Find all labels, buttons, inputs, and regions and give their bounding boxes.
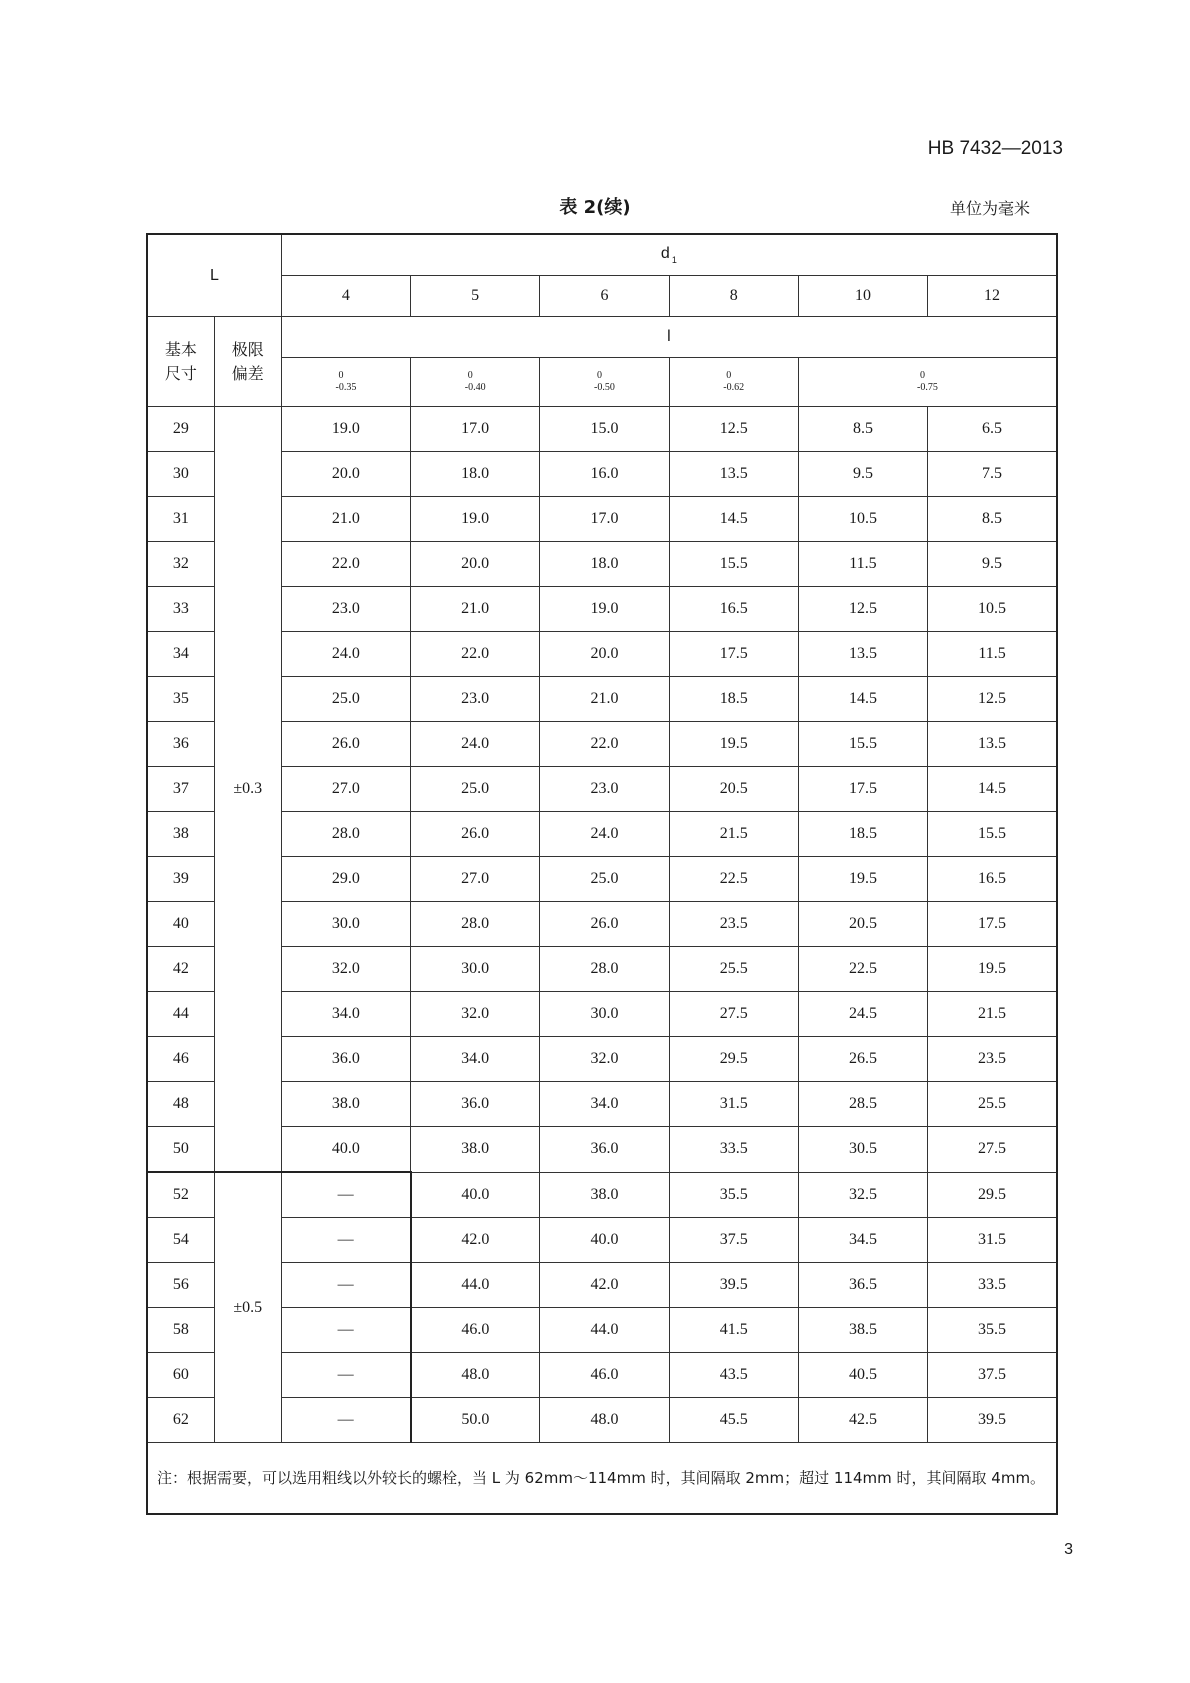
l-value-cell: 31.5 [669,1082,798,1127]
d-value-header: 8 [669,276,798,317]
l-value-cell: 40.0 [281,1127,410,1173]
l-value-cell: 21.0 [540,677,669,722]
l-value-cell: 26.0 [281,722,410,767]
tolerance-cell [669,358,798,407]
L-value-cell: 31 [147,497,214,542]
L-value-cell: 60 [147,1353,214,1398]
table-row [147,1082,1057,1127]
l-value-cell: 38.0 [540,1172,669,1218]
l-value-cell: 38.0 [411,1127,540,1173]
l-value-cell: 30.0 [281,902,410,947]
l-value-cell: 25.0 [411,767,540,812]
l-value-cell: 35.5 [669,1172,798,1218]
l-value-cell: 19.0 [411,497,540,542]
L-value-cell: 30 [147,452,214,497]
table-row [147,497,1057,542]
tolerance-lower: -0.50 [594,381,615,393]
l-value-cell: 32.0 [281,947,410,992]
l-value-cell: 20.0 [281,452,410,497]
l-value-cell: 16.5 [669,587,798,632]
table-row [147,1172,1057,1218]
limit-deviation-cell: ±0.3 [214,407,281,1173]
l-value-cell: 6.5 [928,407,1057,452]
l-value-cell: 22.5 [669,857,798,902]
tolerance-cell [411,358,540,407]
l-value-cell: 10.5 [928,587,1057,632]
l-value-cell: 23.0 [411,677,540,722]
l-value-cell: 48.0 [411,1353,540,1398]
l-value-cell: 16.0 [540,452,669,497]
tolerance-lower: -0.40 [464,381,486,393]
l-value-cell: 42.0 [411,1218,540,1263]
L-value-cell: 50 [147,1127,214,1173]
table-row [147,1218,1057,1263]
table-row [147,407,1057,452]
l-value-cell: 18.0 [540,542,669,587]
l-value-cell: 34.5 [798,1218,927,1263]
l-value-cell: 18.5 [798,812,927,857]
table-note [147,1443,1057,1515]
tolerance-lower: -0.62 [723,381,745,393]
L-value-cell: 39 [147,857,214,902]
table-row [147,542,1057,587]
table-row [147,452,1057,497]
L-value-cell: 29 [147,407,214,452]
l-value-cell: 27.0 [281,767,410,812]
l-value-cell: 26.5 [798,1037,927,1082]
table-row [147,767,1057,812]
standard-number: HB 7432—2013 [927,138,1063,159]
l-value-cell: 9.5 [928,542,1057,587]
tolerance-upper: 0 [726,369,732,381]
l-value-cell: 16.5 [928,857,1057,902]
l-value-cell: 17.0 [411,407,540,452]
table-title: 表 2(续) [559,197,631,218]
l-value-cell: 46.0 [540,1353,669,1398]
tolerance-upper: 0 [920,369,925,381]
l-value-cell: 27.0 [411,857,540,902]
d-value-header: 6 [540,276,669,317]
l-value-cell: 13.5 [798,632,927,677]
l-value-cell: 25.0 [540,857,669,902]
l-value-cell: 42.0 [540,1263,669,1308]
L-value-cell: 48 [147,1082,214,1127]
l-value-cell: 24.5 [798,992,927,1037]
l-value-cell: 24.0 [540,812,669,857]
L-value-cell: 33 [147,587,214,632]
header-d-subscript: 1 [671,254,677,265]
table-row [147,677,1057,722]
table-row [147,587,1057,632]
l-value-cell: 21.5 [928,992,1057,1037]
l-value-cell: 11.5 [798,542,927,587]
l-value-cell: 23.0 [540,767,669,812]
l-value-cell: 8.5 [928,497,1057,542]
table-row [147,1398,1057,1443]
L-value-cell: 56 [147,1263,214,1308]
l-value-cell: 32.5 [798,1172,927,1218]
l-value-cell: 17.5 [928,902,1057,947]
table-row [147,902,1057,947]
l-value-cell: 38.0 [281,1082,410,1127]
l-value-cell: 31.5 [928,1218,1057,1263]
L-value-cell: 44 [147,992,214,1037]
l-value-cell: 20.5 [798,902,927,947]
tolerance-row [147,358,1057,407]
l-value-cell: 27.5 [669,992,798,1037]
table-row [147,1127,1057,1173]
l-value-cell: 30.0 [411,947,540,992]
l-value-cell: 19.5 [928,947,1057,992]
l-value-cell: 20.5 [669,767,798,812]
l-value-cell: 15.5 [669,542,798,587]
l-value-cell: 36.0 [411,1082,540,1127]
l-value-cell: 12.5 [928,677,1057,722]
l-value-cell: 18.5 [669,677,798,722]
unit-label: 单位为毫米 [950,199,1031,218]
l-value-cell: 42.5 [798,1398,927,1443]
header-basic-line1: 基本 [164,339,197,359]
l-value-cell: 37.5 [928,1353,1057,1398]
l-value-cell: 12.5 [669,407,798,452]
tolerance-cell [798,358,1057,407]
l-value-cell: 30.0 [540,992,669,1037]
l-value-cell: 19.5 [669,722,798,767]
l-value-cell: 23.5 [928,1037,1057,1082]
l-value-cell: 23.0 [281,587,410,632]
l-value-cell: 26.0 [411,812,540,857]
L-value-cell: 54 [147,1218,214,1263]
l-value-cell: 23.5 [669,902,798,947]
l-value-cell: 15.0 [540,407,669,452]
l-value-cell: — [281,1308,410,1353]
L-value-cell: 40 [147,902,214,947]
l-value-cell: 8.5 [798,407,927,452]
L-value-cell: 52 [147,1172,214,1218]
L-value-cell: 35 [147,677,214,722]
l-value-cell: 26.0 [540,902,669,947]
l-value-cell: 29.0 [281,857,410,902]
table-note-text: 注：根据需要，可以选用粗线以外较长的螺栓，当 L 为 62mm～114mm 时，其间隔取 2mm；超过 114mm 时，其间隔取 4mm。 [157,1469,1046,1487]
l-value-cell: — [281,1398,410,1443]
tolerance-upper: 0 [467,369,473,381]
l-value-cell: 17.5 [669,632,798,677]
l-value-cell: — [281,1172,410,1218]
l-value-cell: 48.0 [540,1398,669,1443]
l-value-cell: 15.5 [798,722,927,767]
l-value-cell: 19.0 [540,587,669,632]
l-value-cell: 9.5 [798,452,927,497]
l-value-cell: 44.0 [540,1308,669,1353]
L-value-cell: 46 [147,1037,214,1082]
l-value-cell: 28.0 [540,947,669,992]
d-value-header: 12 [928,276,1057,317]
l-value-cell: 34.0 [281,992,410,1037]
l-value-cell: — [281,1263,410,1308]
table-row [147,1037,1057,1082]
l-value-cell: 15.5 [928,812,1057,857]
l-value-cell: 11.5 [928,632,1057,677]
L-value-cell: 36 [147,722,214,767]
table-row [147,722,1057,767]
l-value-cell: 20.0 [540,632,669,677]
header-L: L [147,234,281,317]
limit-deviation-cell: ±0.5 [214,1172,281,1443]
L-value-cell: 32 [147,542,214,587]
l-value-cell: 21.5 [669,812,798,857]
l-value-cell: 17.5 [798,767,927,812]
l-value-cell: 24.0 [411,722,540,767]
tolerance-cell [540,358,669,407]
tolerance-lower: -0.35 [335,381,357,393]
l-value-cell: 22.0 [281,542,410,587]
header-limit-line1: 极限 [231,339,264,359]
tolerance-cell [281,358,410,407]
header-l: l [281,317,1057,358]
l-value-cell: 32.0 [411,992,540,1037]
table-row [147,812,1057,857]
l-value-cell: 24.0 [281,632,410,677]
l-value-cell: 14.5 [669,497,798,542]
l-value-cell: — [281,1218,410,1263]
l-value-cell: 38.5 [798,1308,927,1353]
tolerance-upper: 0 [338,369,344,381]
table-row [147,1308,1057,1353]
l-value-cell: 28.5 [798,1082,927,1127]
l-value-cell: 34.0 [411,1037,540,1082]
l-value-cell: 36.5 [798,1263,927,1308]
l-value-cell: 33.5 [669,1127,798,1173]
l-value-cell: 22.5 [798,947,927,992]
l-value-cell: 40.5 [798,1353,927,1398]
l-value-cell: 14.5 [928,767,1057,812]
table-row [147,1263,1057,1308]
l-value-cell: 22.0 [540,722,669,767]
l-value-cell: 28.0 [281,812,410,857]
l-value-cell: 32.0 [540,1037,669,1082]
header-basic-line2: 尺寸 [164,363,197,383]
table-row [147,992,1057,1037]
l-value-cell: 35.5 [928,1308,1057,1353]
page-number: 3 [1064,1541,1073,1558]
tolerance-upper: 0 [597,369,603,381]
L-value-cell: 37 [147,767,214,812]
l-value-cell: 34.0 [540,1082,669,1127]
l-value-cell: 45.5 [669,1398,798,1443]
l-value-cell: 28.0 [411,902,540,947]
dimension-table [146,233,1058,1515]
l-value-cell: 12.5 [798,587,927,632]
L-value-cell: 34 [147,632,214,677]
l-value-cell: 39.5 [669,1263,798,1308]
table-row [147,632,1057,677]
header-limit-line2: 偏差 [231,363,264,383]
l-value-cell: 29.5 [928,1172,1057,1218]
l-value-cell: 44.0 [411,1263,540,1308]
table-row [147,1353,1057,1398]
l-value-cell: 41.5 [669,1308,798,1353]
l-value-cell: 36.0 [540,1127,669,1173]
l-value-cell: 25.0 [281,677,410,722]
l-value-cell: 46.0 [411,1308,540,1353]
l-value-cell: 17.0 [540,497,669,542]
l-value-cell: 43.5 [669,1353,798,1398]
d-value-header: 4 [281,276,410,317]
l-value-cell: 25.5 [928,1082,1057,1127]
l-value-cell: 19.5 [798,857,927,902]
l-value-cell: 29.5 [669,1037,798,1082]
L-value-cell: 42 [147,947,214,992]
table-row [147,857,1057,902]
l-value-cell: 21.0 [281,497,410,542]
header-d1 [281,234,1057,276]
l-value-cell: 20.0 [411,542,540,587]
l-value-cell: 39.5 [928,1398,1057,1443]
d-values-row [147,276,1057,317]
l-value-cell: 21.0 [411,587,540,632]
l-value-cell: 22.0 [411,632,540,677]
l-value-cell: 7.5 [928,452,1057,497]
l-value-cell: 13.5 [669,452,798,497]
l-value-cell: 13.5 [928,722,1057,767]
l-value-cell: 33.5 [928,1263,1057,1308]
L-value-cell: 58 [147,1308,214,1353]
L-value-cell: 62 [147,1398,214,1443]
l-value-cell: 25.5 [669,947,798,992]
header-basic-size [147,317,214,407]
l-value-cell: 19.0 [281,407,410,452]
l-value-cell: 10.5 [798,497,927,542]
header-limit-deviation [214,317,281,407]
l-value-cell: 37.5 [669,1218,798,1263]
d-value-header: 10 [798,276,927,317]
table-row [147,947,1057,992]
L-value-cell: 38 [147,812,214,857]
l-value-cell: 30.5 [798,1127,927,1173]
l-value-cell: 50.0 [411,1398,540,1443]
l-value-cell: — [281,1353,410,1398]
l-value-cell: 27.5 [928,1127,1057,1173]
tolerance-lower: -0.75 [917,381,938,393]
l-value-cell: 40.0 [411,1172,540,1218]
l-value-cell: 40.0 [540,1218,669,1263]
l-value-cell: 14.5 [798,677,927,722]
l-value-cell: 18.0 [411,452,540,497]
l-value-cell: 36.0 [281,1037,410,1082]
header-d-label: d [660,245,670,263]
d-value-header: 5 [411,276,540,317]
